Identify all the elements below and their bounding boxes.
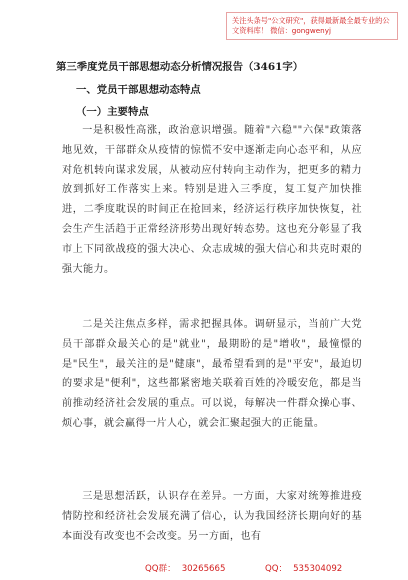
section-heading: 一、党员干部思想动态特点 <box>76 84 201 96</box>
qq-label: QQ： <box>264 564 288 574</box>
subsection-heading: （一）主要特点 <box>76 106 149 118</box>
promo-banner-text: 关注头条号"公文研究"，获得最新最全最专业的公文资料库！ 微信：gongwenyj <box>232 16 390 35</box>
qq-group-number: 30265665 <box>181 564 226 574</box>
qq-number: 535304092 <box>293 564 343 574</box>
paragraph-1: 一是积极性高涨，政治意识增强。随着"六稳""六保"政策落地见效，干部群众从疫情的惊慌不安中逐渐走向心态平和，从应对危机转向谋求发展，从被动应付转向主动作为，把更多的精力放到抓好工作落实上来。特别是进入三季度，复工复产加快推进，二季度耽误的时间正在抢回来，经济运行秩序加快恢复，社会生产生活趋于正常经济形势出现好转态势。这也充分彰显了我市上下同欲战疫的强大决心、众志成城的强大信心和共克时艰的强大能力。 <box>62 125 362 275</box>
paragraph-3: 三是思想活跃，认识存在差异。一方面，大家对统筹推进疫情防控和经济社会发展充满了信心，认为我国经济长期向好的基本面没有改变也不会改变。另一方面，也有 <box>62 491 362 542</box>
paragraph-2: 二是关注焦点多样，需求把握具体。调研显示，当前广大党员干部群众最关心的是"就业"，最期盼的是"增收"，最憧憬的是"民生"，最关注的是"健康"，最希望看到的是"平安"，最迫切的要求是"便利"，这些都紧密地关联着百姓的冷暖安危，都是当前推动经济社会发展的重点。可以说，每解决一件群众操心事、烦心事，就会赢得一片人心，就会汇聚起强大的正能量。 <box>62 319 362 429</box>
promo-banner <box>226 12 398 40</box>
contact-footer <box>145 562 348 574</box>
qq-group-label: QQ群： <box>145 564 176 574</box>
document-title: 第三季度党员干部思想动态分析情况报告（3461字） <box>56 61 304 73</box>
